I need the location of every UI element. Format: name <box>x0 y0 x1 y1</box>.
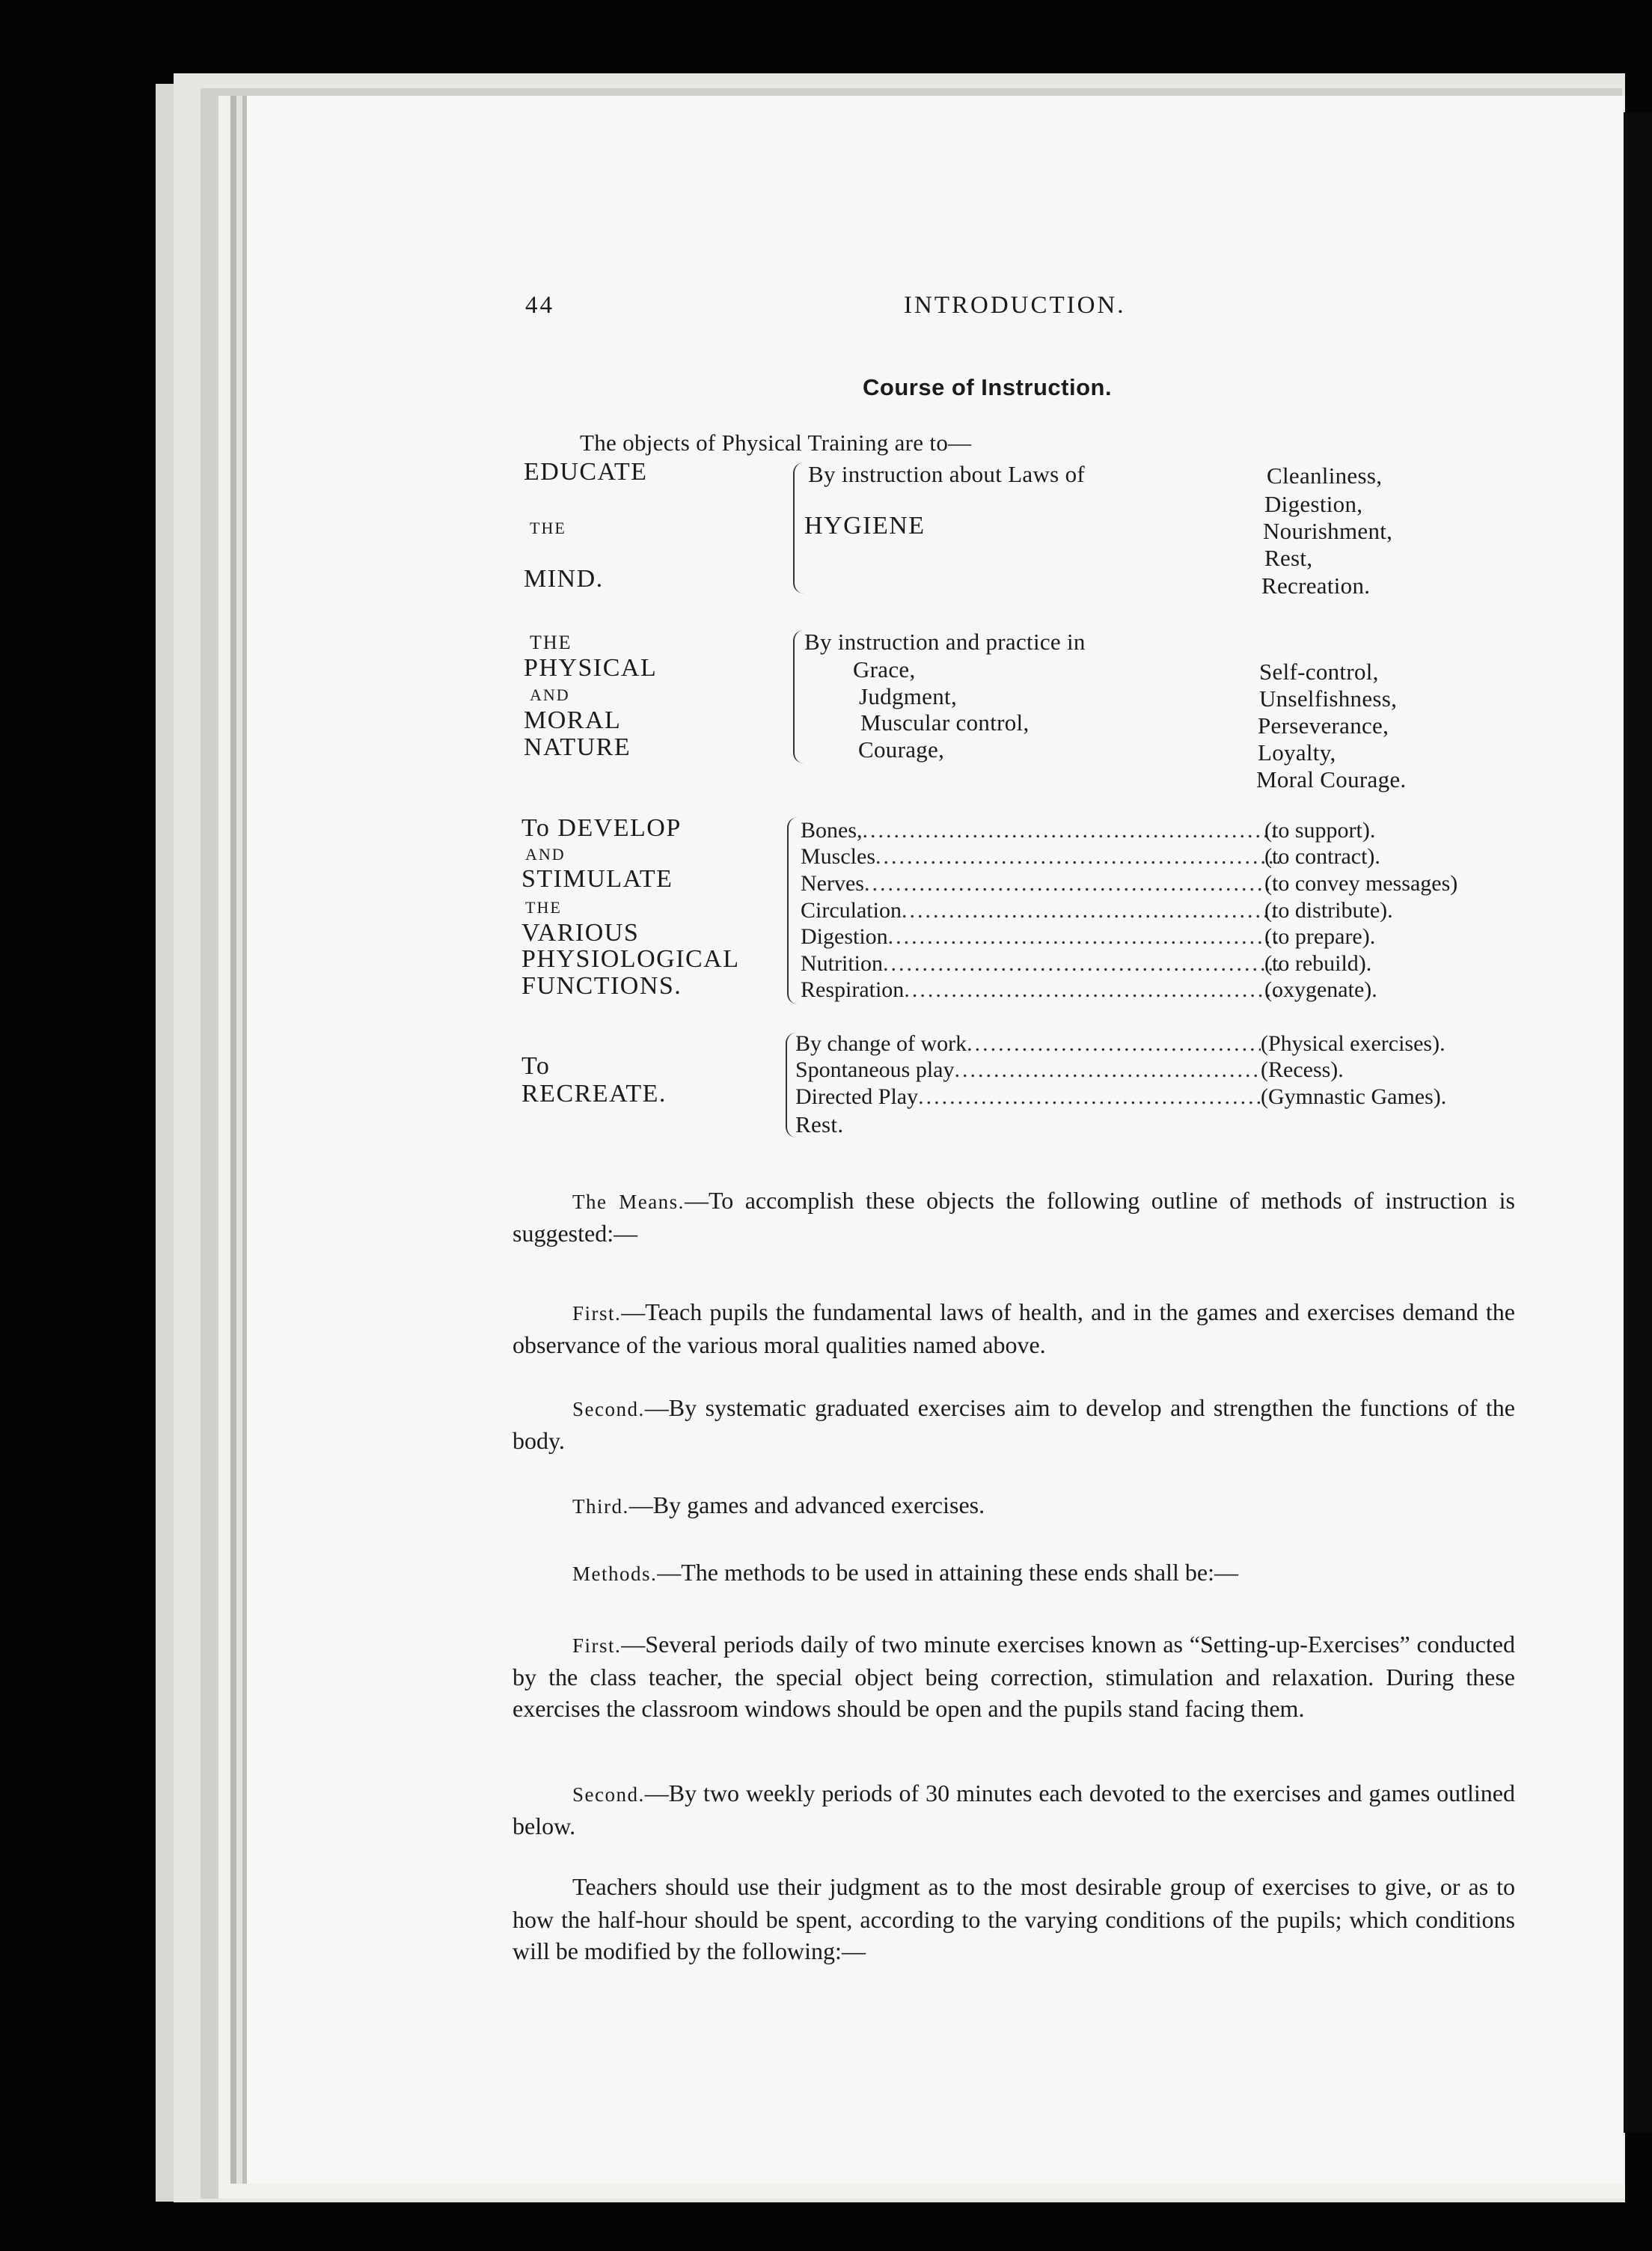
paragraph-lead: Second. <box>572 1783 645 1806</box>
leader-dots <box>902 898 1279 923</box>
educate-result: Cleanliness, <box>1267 462 1383 489</box>
develop-item: Respiration <box>801 977 905 1002</box>
recreate-label: RECREATE. <box>521 1080 667 1108</box>
develop-purpose: (to convey messages) <box>1264 871 1458 896</box>
paragraph-first <box>513 1296 1515 1360</box>
develop-row <box>801 924 1279 950</box>
paragraph-text: —By games and advanced exercises. <box>628 1491 985 1518</box>
physical-result: Loyalty, <box>1258 739 1336 766</box>
develop-item: Bones, <box>801 818 863 843</box>
educate-result: Rest, <box>1264 545 1313 571</box>
paragraph-methods-first <box>513 1628 1515 1724</box>
running-title: INTRODUCTION. <box>904 292 1126 319</box>
develop-label: AND <box>525 845 566 864</box>
physical-label: AND <box>530 685 570 704</box>
physical-method: By instruction and practice in <box>804 629 1086 655</box>
develop-row <box>801 818 1279 843</box>
develop-row <box>801 951 1279 977</box>
develop-purpose: (to contract). <box>1264 844 1380 869</box>
paragraph-methods-second <box>513 1777 1515 1842</box>
leader-dots <box>863 818 1280 843</box>
paragraph-lead: First. <box>572 1302 622 1325</box>
paragraph-text: —By systematic graduated exercises aim to develop and strengthen the functions of the body. <box>513 1394 1515 1454</box>
develop-purpose: (to support). <box>1264 818 1376 843</box>
develop-row <box>801 871 1279 897</box>
physical-item: Courage, <box>858 736 945 763</box>
develop-label: THE <box>525 898 562 917</box>
intro-line: The objects of Physical Training are to— <box>580 430 972 456</box>
leader-dots <box>864 871 1279 897</box>
paragraph-lead: The Means. <box>572 1191 685 1213</box>
develop-purpose: (oxygenate). <box>1264 977 1377 1002</box>
educate-label: MIND. <box>524 565 604 593</box>
educate-method: By instruction about Laws of <box>808 461 1086 487</box>
paragraph-text: Teachers should use their judgment as to the most desirable group of exercises to give, or as to how the half-hour should be spent, according to the varying conditions of the pupils; which conditions will be modified by the following:— <box>513 1873 1515 1964</box>
educate-result: Nourishment, <box>1263 518 1393 544</box>
develop-label: VARIOUS <box>521 919 640 947</box>
leader-dots <box>883 951 1279 977</box>
physical-result: Moral Courage. <box>1256 766 1407 792</box>
develop-row <box>801 898 1279 923</box>
paragraph-lead: Methods. <box>572 1563 658 1585</box>
leader-dots <box>888 924 1279 950</box>
recreate-item: By change of work <box>795 1031 967 1056</box>
develop-purpose: (to distribute). <box>1264 898 1393 923</box>
physical-item: Grace, <box>853 656 916 682</box>
brace <box>793 630 805 763</box>
leader-dots <box>875 844 1279 870</box>
educate-label: EDUCATE <box>524 458 648 486</box>
develop-item: Digestion <box>801 924 888 949</box>
recreate-purpose: (Recess). <box>1261 1057 1344 1082</box>
educate-subject: HYGIENE <box>804 512 926 540</box>
recreate-purpose: (Gymnastic Games). <box>1261 1084 1447 1109</box>
physical-label: MORAL <box>524 706 622 734</box>
develop-item: Muscles <box>801 844 875 869</box>
recreate-item: Directed Play <box>795 1084 919 1109</box>
paragraph-lead: Second. <box>572 1398 645 1420</box>
leader-dots <box>967 1031 1261 1057</box>
leader-dots <box>954 1057 1261 1083</box>
develop-item: Nerves <box>801 871 864 896</box>
paragraph-lead: Third. <box>572 1495 629 1518</box>
paragraph-third <box>513 1489 1515 1522</box>
recreate-row <box>795 1084 1261 1110</box>
physical-item: Muscular control, <box>860 709 1030 736</box>
recreate-item: Spontaneous play <box>795 1057 955 1082</box>
paragraph-means <box>513 1185 1515 1249</box>
paragraph-text: —Teach pupils the fundamental laws of health, and in the games and exercises demand the observance of the various moral qualities named above. <box>513 1298 1515 1358</box>
physical-item: Judgment, <box>859 683 957 709</box>
develop-row <box>801 844 1279 870</box>
develop-label: STIMULATE <box>521 865 673 893</box>
develop-label: FUNCTIONS. <box>521 972 682 1000</box>
page-number: 44 <box>525 292 554 319</box>
develop-purpose: (to rebuild). <box>1264 951 1372 976</box>
recreate-item: Rest. <box>795 1111 844 1137</box>
educate-label: THE <box>530 519 566 537</box>
paragraph-text: —The methods to be used in attaining these ends shall be:— <box>657 1559 1238 1586</box>
physical-result: Unselfishness, <box>1259 685 1398 712</box>
educate-result: Recreation. <box>1261 572 1371 599</box>
develop-purpose: (to prepare). <box>1264 924 1376 949</box>
brace <box>793 462 805 593</box>
physical-result: Perseverance, <box>1258 712 1389 739</box>
paragraph-text: —By two weekly periods of 30 minutes each devoted to the exercises and games outlined below. <box>513 1780 1515 1839</box>
develop-item: Nutrition <box>801 951 883 976</box>
paragraph-lead: First. <box>572 1634 622 1657</box>
develop-item: Circulation <box>801 898 902 923</box>
physical-label: THE <box>530 632 572 653</box>
physical-label: PHYSICAL <box>524 654 658 682</box>
paragraph-teachers <box>513 1871 1515 1967</box>
recreate-row <box>795 1031 1261 1057</box>
paragraph-text: —To accomplish these objects the following outline of methods of instruction is suggested:— <box>513 1187 1515 1247</box>
develop-label: PHYSIOLOGICAL <box>521 945 740 973</box>
recreate-label: To <box>521 1052 551 1080</box>
physical-result: Self-control, <box>1259 659 1379 685</box>
section-title: Course of Instruction. <box>863 374 1113 400</box>
paragraph-second <box>513 1392 1515 1456</box>
recreate-row <box>795 1057 1261 1083</box>
leader-dots <box>918 1084 1261 1110</box>
develop-label: To DEVELOP <box>521 814 682 842</box>
leader-dots <box>904 977 1279 1003</box>
develop-row <box>801 977 1279 1003</box>
educate-result: Digestion, <box>1264 491 1363 517</box>
brace <box>787 817 799 1004</box>
recreate-purpose: (Physical exercises). <box>1261 1031 1446 1056</box>
paragraph-methods <box>513 1557 1515 1589</box>
physical-label: NATURE <box>524 733 631 761</box>
paragraph-text: —Several periods daily of two minute exercises known as “Setting-up-Exercises” conducted by the class teacher, the special object being correction, stimulation and relaxation. During these exercises the classroom windows should be open and the pupils stand facing them. <box>513 1631 1515 1722</box>
